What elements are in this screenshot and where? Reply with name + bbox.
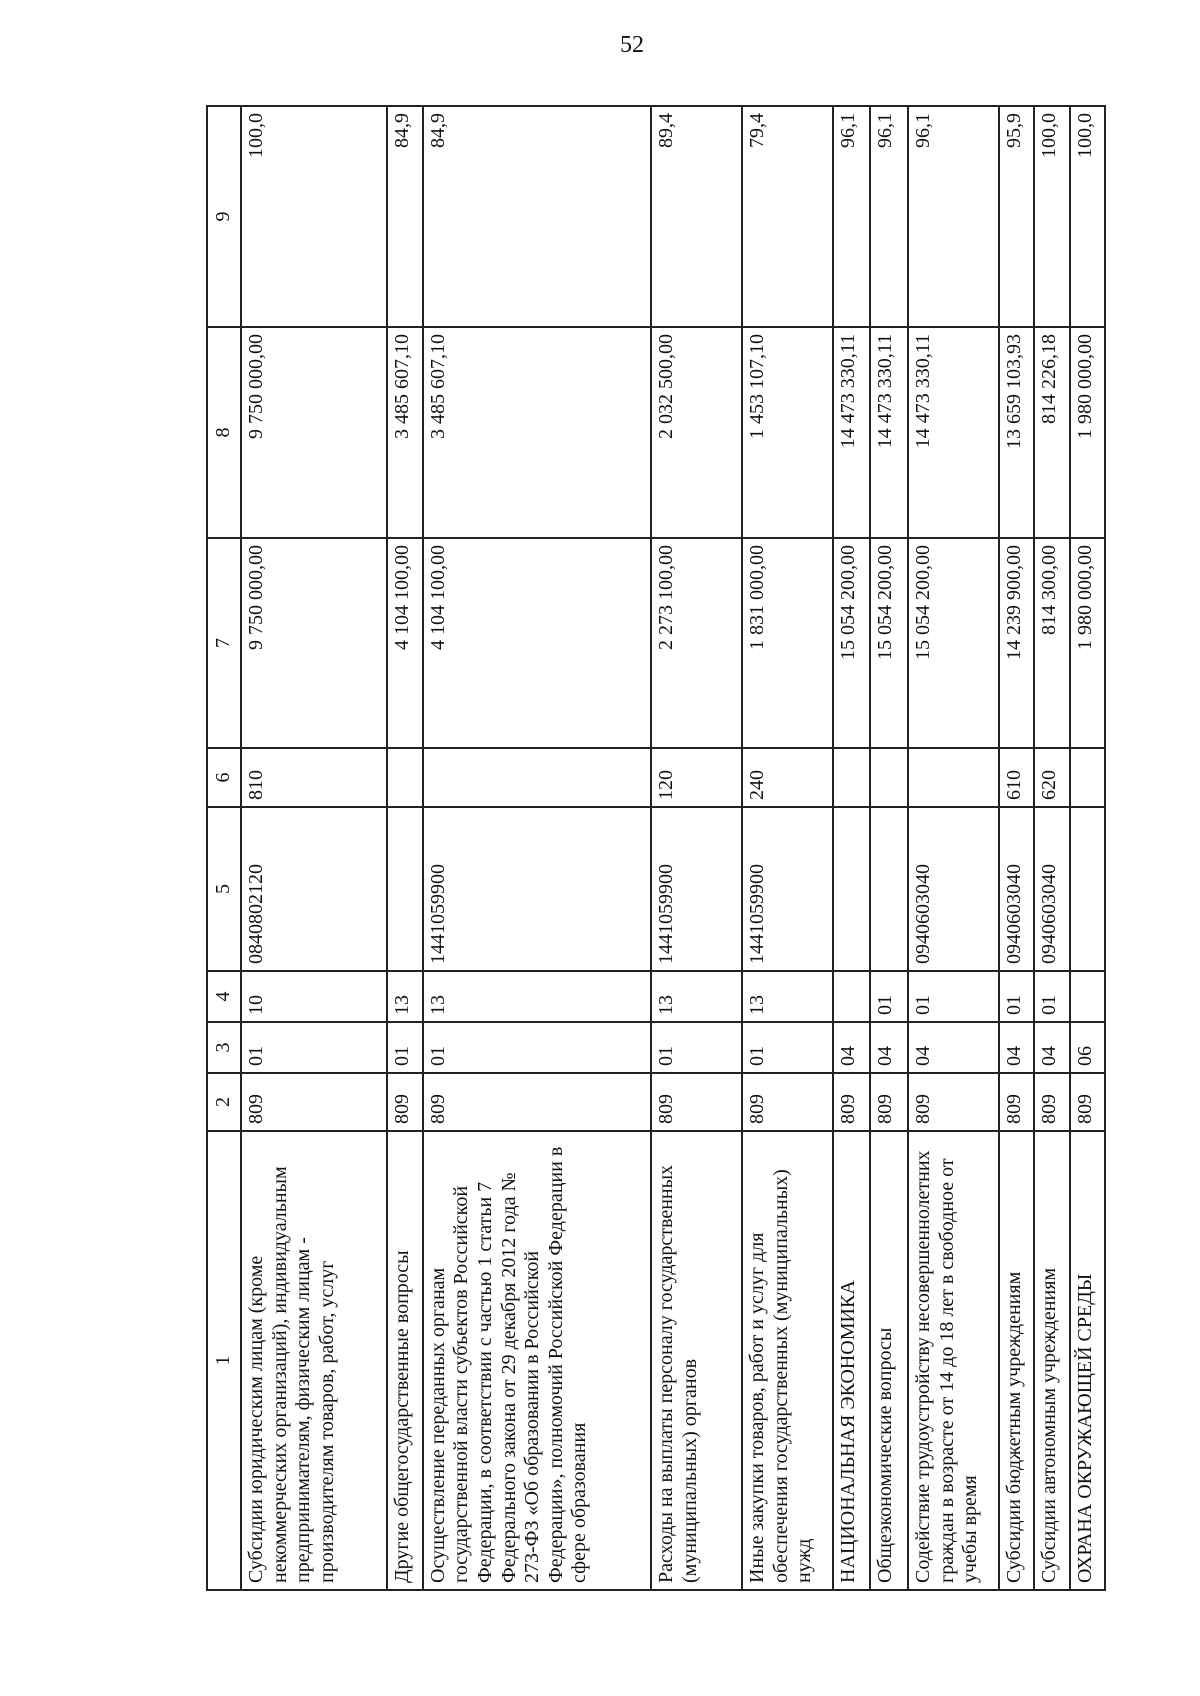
- executed-amount: 14 473 330,11: [870, 327, 908, 538]
- admin-code: 809: [1034, 1073, 1069, 1131]
- target-article-code: 0840802120: [241, 807, 387, 971]
- executed-amount: 1 980 000,00: [1070, 327, 1105, 538]
- target-article-code: 0940603040: [1034, 807, 1069, 971]
- execution-percent: 79,4: [742, 106, 833, 327]
- planned-amount: 4 104 100,00: [423, 538, 651, 748]
- planned-amount: 15 054 200,00: [908, 538, 999, 748]
- target-article-code: [870, 807, 908, 971]
- table-row: [999, 106, 1034, 1590]
- row-name: Осуществление переданных органам государственной власти субъектов Российской Федерации, в соответствии с частью 1 статьи 7 Федерального закона от 29 декабря 2012 года № 273-ФЗ «Об образовании в Российской Федерации», полномочий Российской Федерации в сфере образования: [423, 1131, 651, 1590]
- subsection-code: 01: [870, 971, 908, 1022]
- planned-amount: 15 054 200,00: [870, 538, 908, 748]
- table-row: [387, 106, 422, 1590]
- table-row: [833, 106, 871, 1590]
- planned-amount: 1 980 000,00: [1070, 538, 1105, 748]
- rotated-table-container: [206, 107, 1106, 1591]
- admin-code: 809: [1070, 1073, 1105, 1131]
- column-header: 7: [207, 538, 241, 748]
- table-row: [423, 106, 651, 1590]
- column-header: 5: [207, 807, 241, 971]
- table-row: [1070, 106, 1105, 1590]
- execution-percent: 100,0: [241, 106, 387, 327]
- executed-amount: 2 032 500,00: [651, 327, 742, 538]
- subsection-code: [1070, 971, 1105, 1022]
- planned-amount: 814 300,00: [1034, 538, 1069, 748]
- expense-type-code: 620: [1034, 748, 1069, 807]
- section-code: 04: [833, 1022, 871, 1073]
- row-name: НАЦИОНАЛЬНАЯ ЭКОНОМИКА: [833, 1131, 871, 1590]
- admin-code: 809: [742, 1073, 833, 1131]
- planned-amount: 2 273 100,00: [651, 538, 742, 748]
- execution-percent: 96,1: [833, 106, 871, 327]
- page-number: 52: [620, 32, 644, 58]
- row-name: Содействие трудоустройству несовершеннолетних граждан в возрасте от 14 до 18 лет в свободное от учебы время: [908, 1131, 999, 1590]
- executed-amount: 814 226,18: [1034, 327, 1069, 538]
- subsection-code: [833, 971, 871, 1022]
- table-row: [908, 106, 999, 1590]
- section-code: 06: [1070, 1022, 1105, 1073]
- execution-percent: 96,1: [908, 106, 999, 327]
- row-name: Субсидии бюджетным учреждениям: [999, 1131, 1034, 1590]
- executed-amount: 1 453 107,10: [742, 327, 833, 538]
- table-row: [651, 106, 742, 1590]
- admin-code: 809: [651, 1073, 742, 1131]
- executed-amount: 14 473 330,11: [833, 327, 871, 538]
- expense-type-code: [870, 748, 908, 807]
- expense-type-code: 240: [742, 748, 833, 807]
- subsection-code: 13: [742, 971, 833, 1022]
- admin-code: 809: [241, 1073, 387, 1131]
- admin-code: 809: [908, 1073, 999, 1131]
- target-article-code: [1070, 807, 1105, 971]
- column-header: 3: [207, 1022, 241, 1073]
- executed-amount: 14 473 330,11: [908, 327, 999, 538]
- subsection-code: 13: [423, 971, 651, 1022]
- section-code: 04: [1034, 1022, 1069, 1073]
- subsection-code: 13: [651, 971, 742, 1022]
- column-header: 2: [207, 1073, 241, 1131]
- planned-amount: 4 104 100,00: [387, 538, 422, 748]
- table-row: [241, 106, 387, 1590]
- target-article-code: 0940603040: [908, 807, 999, 971]
- executed-amount: 3 485 607,10: [387, 327, 422, 538]
- admin-code: 809: [833, 1073, 871, 1131]
- expense-type-code: 120: [651, 748, 742, 807]
- expense-type-code: 610: [999, 748, 1034, 807]
- planned-amount: 14 239 900,00: [999, 538, 1034, 748]
- expense-type-code: [833, 748, 871, 807]
- section-code: 04: [908, 1022, 999, 1073]
- expense-type-code: 810: [241, 748, 387, 807]
- subsection-code: 01: [1034, 971, 1069, 1022]
- section-code: 01: [742, 1022, 833, 1073]
- section-code: 04: [999, 1022, 1034, 1073]
- target-article-code: 0940603040: [999, 807, 1034, 971]
- executed-amount: 9 750 000,00: [241, 327, 387, 538]
- column-header: 8: [207, 327, 241, 538]
- execution-percent: 96,1: [870, 106, 908, 327]
- table-row: [870, 106, 908, 1590]
- target-article-code: [833, 807, 871, 971]
- target-article-code: 1441059900: [742, 807, 833, 971]
- expense-type-code: [423, 748, 651, 807]
- row-name: Субсидии юридическим лицам (кроме некоммерческих организаций), индивидуальным предпринимателям, физическим лицам - производителям товаров, работ, услуг: [241, 1131, 387, 1590]
- admin-code: 809: [999, 1073, 1034, 1131]
- planned-amount: 9 750 000,00: [241, 538, 387, 748]
- column-header: 4: [207, 971, 241, 1022]
- executed-amount: 13 659 103,93: [999, 327, 1034, 538]
- row-name: Расходы на выплаты персоналу государственных (муниципальных) органов: [651, 1131, 742, 1590]
- row-name: Общеэкономические вопросы: [870, 1131, 908, 1590]
- column-header: 1: [207, 1131, 241, 1590]
- section-code: 01: [651, 1022, 742, 1073]
- admin-code: 809: [423, 1073, 651, 1131]
- subsection-code: 01: [908, 971, 999, 1022]
- subsection-code: 10: [241, 971, 387, 1022]
- subsection-code: 01: [999, 971, 1034, 1022]
- section-code: 01: [241, 1022, 387, 1073]
- row-name: Другие общегосударственные вопросы: [387, 1131, 422, 1590]
- row-name: ОХРАНА ОКРУЖАЮЩЕЙ СРЕДЫ: [1070, 1131, 1105, 1590]
- column-header: 6: [207, 748, 241, 807]
- admin-code: 809: [870, 1073, 908, 1131]
- table-row: [742, 106, 833, 1590]
- executed-amount: 3 485 607,10: [423, 327, 651, 538]
- target-article-code: [387, 807, 422, 971]
- row-name: Иные закупки товаров, работ и услуг для обеспечения государственных (муниципальных) нужд: [742, 1131, 833, 1590]
- expense-type-code: [387, 748, 422, 807]
- target-article-code: 1441059900: [651, 807, 742, 971]
- column-header: 9: [207, 106, 241, 327]
- table-row: [1034, 106, 1069, 1590]
- expense-type-code: [1070, 748, 1105, 807]
- planned-amount: 15 054 200,00: [833, 538, 871, 748]
- planned-amount: 1 831 000,00: [742, 538, 833, 748]
- target-article-code: 1441059900: [423, 807, 651, 971]
- execution-percent: 84,9: [423, 106, 651, 327]
- budget-table: [206, 105, 1106, 1591]
- row-name: Субсидии автономным учреждениям: [1034, 1131, 1069, 1590]
- execution-percent: 89,4: [651, 106, 742, 327]
- expense-type-code: [908, 748, 999, 807]
- table-header-row: [207, 106, 241, 1590]
- admin-code: 809: [387, 1073, 422, 1131]
- execution-percent: 100,0: [1034, 106, 1069, 327]
- execution-percent: 84,9: [387, 106, 422, 327]
- execution-percent: 95,9: [999, 106, 1034, 327]
- execution-percent: 100,0: [1070, 106, 1105, 327]
- subsection-code: 13: [387, 971, 422, 1022]
- section-code: 01: [423, 1022, 651, 1073]
- section-code: 04: [870, 1022, 908, 1073]
- section-code: 01: [387, 1022, 422, 1073]
